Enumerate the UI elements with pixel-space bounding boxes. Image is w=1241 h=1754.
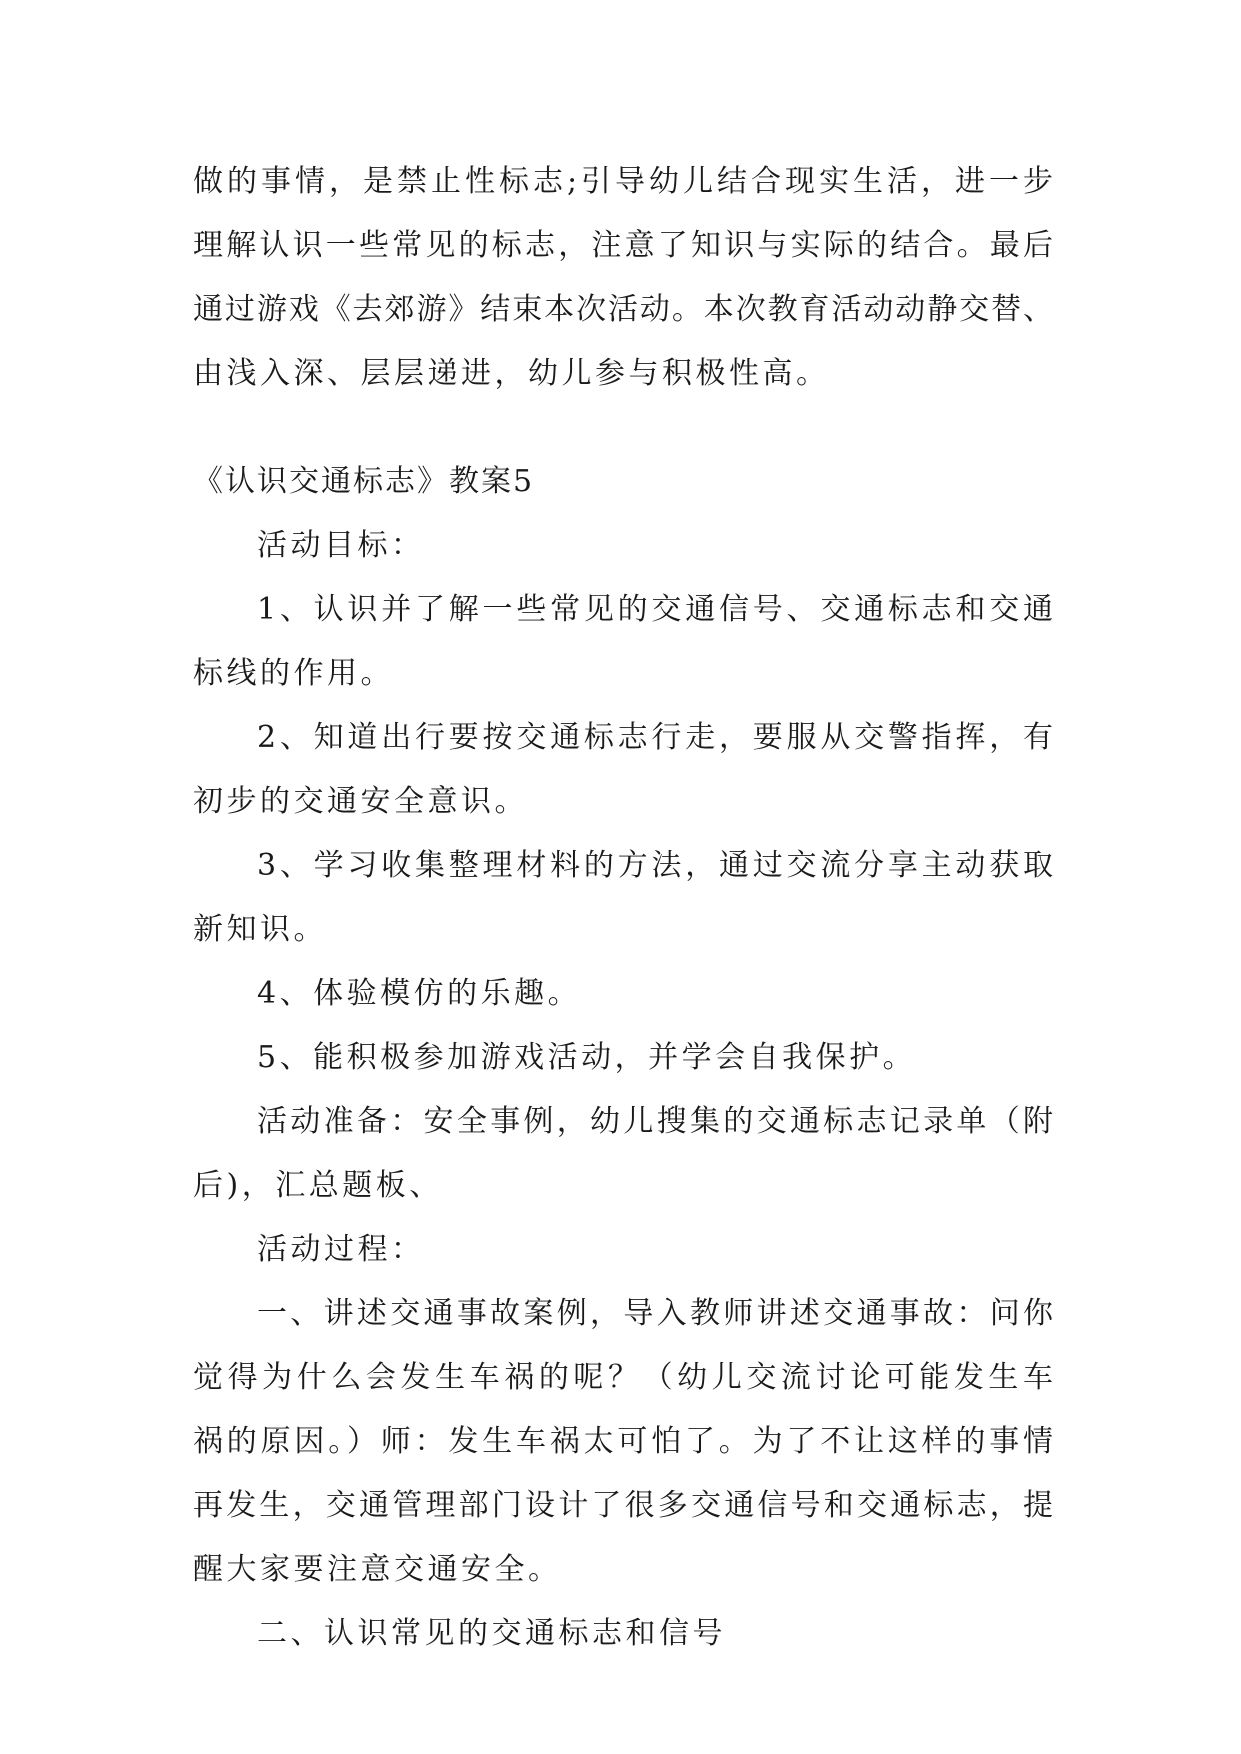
process-heading: 活动过程： [257,1232,425,1267]
step-1-line-3: 祸的原因。）师：发生车祸太可怕了。为了不让这样的事情 [193,1424,1053,1459]
goal-1-line-1: 1、认识并了解一些常见的交通信号、交通标志和交通 [257,592,1053,627]
step-2: 二、认识常见的交通标志和信号 [257,1616,726,1651]
intro-line-2: 理解认识一些常见的标志，注意了知识与实际的结合。最后 [193,228,1053,263]
intro-line-3: 通过游戏《去郊游》结束本次活动。本次教育活动动静交替、 [193,292,1053,327]
step-1-line-5: 醒大家要注意交通安全。 [193,1552,562,1587]
preparation-line-1: 活动准备：安全事例，幼儿搜集的交通标志记录单（附 [257,1104,1053,1139]
goals-heading: 活动目标： [257,528,425,563]
step-1-line-4: 再发生，交通管理部门设计了很多交通信号和交通标志，提 [193,1488,1053,1523]
preparation-line-2: 后)，汇总题板、 [193,1168,443,1203]
goal-3-line-2: 新知识。 [193,912,327,947]
step-1-line-2: 觉得为什么会发生车祸的呢？（幼儿交流讨论可能发生车 [193,1360,1053,1395]
goal-3-line-1: 3、学习收集整理材料的方法，通过交流分享主动获取 [257,848,1053,883]
section-title: 《认识交通标志》教案5 [193,464,535,499]
goal-4: 4、体验模仿的乐趣。 [257,976,582,1011]
step-1-line-1: 一、讲述交通事故案例，导入教师讲述交通事故：问你 [257,1296,1053,1331]
goal-5: 5、能积极参加游戏活动，并学会自我保护。 [257,1040,917,1075]
intro-line-4: 由浅入深、层层递进，幼儿参与积极性高。 [193,356,830,391]
goal-2-line-2: 初步的交通安全意识。 [193,784,528,819]
goal-2-line-1: 2、知道出行要按交通标志行走，要服从交警指挥，有 [257,720,1053,755]
intro-line-1: 做的事情，是禁止性标志;引导幼儿结合现实生活，进一步 [193,164,1053,199]
goal-1-line-2: 标线的作用。 [193,656,394,691]
